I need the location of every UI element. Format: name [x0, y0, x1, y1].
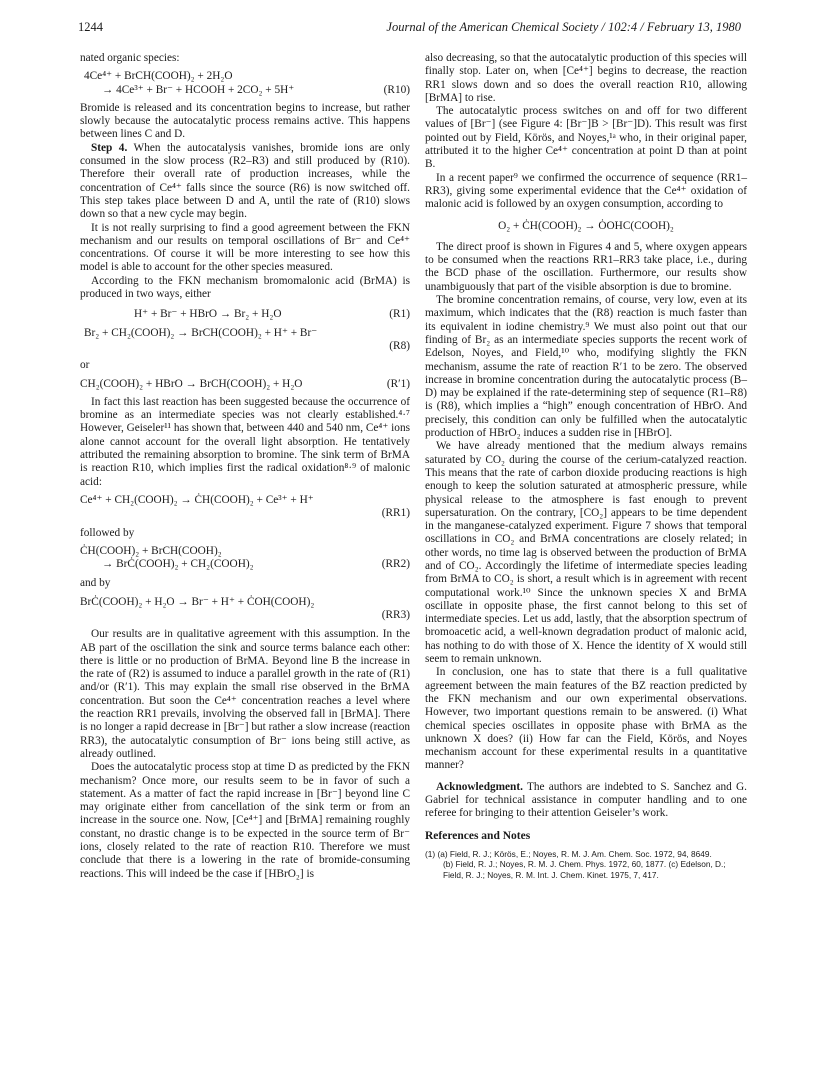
connector-text: and by	[80, 577, 111, 590]
step-heading: Step 4.	[91, 141, 128, 154]
paragraph: In a recent paper⁹ we confirmed the occurrence of sequence (RR1–RR3), giving some experimental evidence that the Ce⁴⁺ oxidation of malonic acid is followed by an oxygen consumption, according to	[425, 171, 747, 211]
equation-line: H⁺ + Br⁻ + HBrO → Br₂ + H₂O	[134, 308, 282, 321]
equation-rr1	[80, 494, 410, 521]
equation-rr3	[80, 596, 410, 623]
equation-label: (RR3)	[381, 608, 410, 621]
paragraph: According to the FKN mechanism bromomalonic acid (BrMA) is produced in two ways, either	[80, 274, 410, 301]
reference-item-continued: (b) Field, R. J.; Noyes, R. M. J. Chem. Phys. 1972, 60, 1877. (c) Edelson, D.; Field, R. J.; Noyes, R. M. Int. J. Chem. Kinet. 1975, 7, 417.	[443, 859, 726, 880]
equation-label: (R8)	[389, 339, 410, 352]
equation-line: → BrĊ(COOH)₂ + CH₂(COOH)₂	[102, 558, 254, 571]
equation-oxygen	[425, 220, 747, 233]
paragraph: In conclusion, one has to state that there is a full qualitative agreement between the main features of the BZ reaction predicted by the FKN mechanism and our own experimental observations. However, two important questions remain to be answered. (i) What chemical species oscillates in opposite phase with BrMA as the unknown X does? (ii) How far can the Field, Körös, and Noyes mechanism account for these experimental results in a quantitative manner?	[425, 666, 747, 772]
equation-line: 4Ce⁴⁺ + BrCH(COOH)₂ + 2H₂O	[84, 70, 233, 83]
paragraph: nated organic species:	[80, 52, 180, 64]
paragraph: Bromide is released and its concentration begins to increase, but rather slowly because the autocatalytic process remains active. This happens between lines C and D.	[80, 101, 410, 141]
paragraph: In fact this last reaction has been suggested because the occurrence of bromine as an intermediate species was not clearly established.⁴·⁷ However, Geiseler¹¹ has shown that, between 440 and 540 nm, Ce⁴⁺ ions alone cannot account for the overall light absorption. He tentatively attributed the remaining absorption to bromine. The sink term of BrMA is reaction R10, which implies first the radical oxidation⁸·⁹ of malonic acid:	[80, 395, 410, 488]
equation-label: (RR2)	[381, 558, 410, 571]
paragraph: It is not really surprising to find a good agreement between the FKN mechanism and our results on temporal oscillations of Br⁻ and Ce⁴⁺ concentrations. Of course it will be more interesting to see how this model is able to account for the other species measured.	[80, 221, 410, 274]
page-header	[78, 20, 741, 38]
equation-rr2	[80, 545, 410, 572]
equation-line: Br₂ + CH₂(COOH)₂ → BrCH(COOH)₂ + H⁺ + Br⁻	[84, 326, 318, 339]
paragraph-text: When the autocatalysis vanishes, bromide ions are only consumed in the slow process (R2–R3) and still produced by (R10). Therefore their overall rate of production increases, while the concentration of Ce⁴⁺ falls since the source (R6) is now switched off. This step takes place between D and A, until the rate of (R10) slows down so that a new cycle may begin.	[80, 141, 410, 221]
left-column	[80, 52, 410, 881]
equation-line: CH₂(COOH)₂ + HBrO → BrCH(COOH)₂ + H₂O	[80, 377, 303, 390]
equation-r1-prime	[80, 378, 410, 391]
equation-label: (R′1)	[386, 377, 410, 390]
paragraph: The bromine concentration remains, of course, very low, even at its maximum, which indicates that the (R8) reaction is much faster than its equivalent in iodine chemistry.⁹ We must also point out that our finding of Br₂ as an intermediate species supports the recent work of Edelson, Noyes, and Field,¹⁰ who, modifying slightly the FKN mechanism, assume the rate of reaction R′1 to be zero. The observed increase in bromine concentration during the autocatalytic process (B–D) may be explained if the rate-determining step of sequence (R1–R8) is (R8), which implies a “high” enough concentration of HBrO. And precisely, this condition can only be fulfilled when the autocatalytic production of HBrO₂ induces a sudden rise in [HBrO].	[425, 294, 747, 440]
reference-item: (1) (a) Field, R. J.; Körös, E.; Noyes, R. M. J. Am. Chem. Soc. 1972, 94, 8649.	[425, 848, 712, 859]
paragraph: Our results are in qualitative agreement with this assumption. In the AB part of the oscillation the sink and source terms balance each other: there is little or no production of BrMA. Beyond line B the increase in the rate of (R2) is assumed to induce a parallel growth in the rate of (R1) and/or (R′1). This may explain the small rise observed in the BrMA concentration. But soon the Ce⁴⁺ concentration reaches a level where the reaction RR1 prevails, involving the observed fall in [BrMA]. There is no longer a rapid decrease in [Br⁻] but rather a slow increase (reaction RR3), the autocatalytic consumption of Br⁻ ions being still active, as already outlined.	[80, 628, 410, 760]
equation-line: ĊH(COOH)₂ + BrCH(COOH)₂	[80, 544, 222, 557]
page-number: 1244	[78, 20, 103, 34]
equation-line: BrĊ(COOH)₂ + H₂O → Br⁻ + H⁺ + ĊOH(COOH)₂	[80, 595, 315, 608]
acknowledgment-heading: Acknowledgment.	[436, 780, 523, 793]
equation-label: (R10)	[383, 83, 410, 96]
equation-label: (R1)	[389, 308, 410, 321]
equation-r8	[80, 327, 410, 354]
acknowledgment	[425, 781, 747, 821]
connector-text: or	[80, 359, 90, 372]
connector-text: followed by	[80, 526, 135, 539]
running-title: Journal of the American Chemical Society / 102:4 / February 13, 1980	[386, 20, 741, 34]
references-list	[425, 849, 747, 881]
paragraph: We have already mentioned that the medium always remains saturated by CO₂ during the course of the cerium-catalyzed reaction. This means that the rate of carbon dioxide producing reactions is high enough to keep the solution saturated at atmospheric pressure, while physical release to the atmosphere is fast enough to prevent supersaturation. On the contrary, [CO₂] appears to be time dependent in the manganese-catalyzed experiment. Figure 7 shows that temporal oscillations in CO₂ and BrMA concentrations are closely related; in other words, no time lag is observed between the production of BrMA and of CO₂. Accordingly the lifetime of intermediate species leading from BrMA to CO₂ is short, a result which is in agreement with recent computational work.¹⁰ Since the unknown species X and BrMA oscillate in opposite phase, the first cannot belong to this set of intermediate species. Let us add, lastly, that the absorption spectrum of bromoacetic acid, a well-known degradation product of malonic acid, has nothing to do with those of X. Hence the identity of X would still seem to remain unknown.	[425, 440, 747, 666]
equation-line: → 4Ce³⁺ + Br⁻ + HCOOH + 2CO₂ + 5H⁺	[102, 83, 295, 96]
equation-r1	[80, 308, 410, 321]
acknowledgment-text: The authors are indebted to S. Sanchez and G. Gabriel for technical assistance in computer handling and to one referee for bringing to their attention Geiseler’s work.	[425, 780, 747, 820]
paragraph: The autocatalytic process switches on and off for two different values of [Br⁻] (see Figure 4: [Br⁻]B > [Br⁻]D). This result was first pointed out by Field, Körös, and Noyes,¹ᵃ who, in their original paper, attributed it to the higher Ce⁴⁺ concentration at point D than at point B.	[425, 105, 747, 171]
equation-r10	[80, 70, 410, 97]
references-heading: References and Notes	[425, 829, 531, 842]
right-column	[425, 52, 747, 880]
equation-label: (RR1)	[381, 507, 410, 520]
equation-line: Ce⁴⁺ + CH₂(COOH)₂ → ĊH(COOH)₂ + Ce³⁺ + H⁺	[80, 493, 314, 506]
equation-line: O₂ + ĊH(COOH)₂ → ȮOHC(COOH)₂	[498, 219, 674, 232]
paragraph-step4	[80, 142, 410, 222]
paragraph: The direct proof is shown in Figures 4 and 5, where oxygen appears to be consumed when the reactions RR1–RR3 take place, i.e., during the BCD phase of the oscillation. Furthermore, our results show unambiguously that part of the visible absorption is due to bromine.	[425, 240, 747, 293]
paragraph: also decreasing, so that the autocatalytic production of this species will finally stop. Later on, when [Ce⁴⁺] begins to decrease, the reaction RR1 slows down and so does the overall reaction R10, allowing [BrMA] to rise.	[425, 52, 747, 104]
paragraph: Does the autocatalytic process stop at time D as predicted by the FKN mechanism? Once more, our results seem to be in favor of such a statement. As a matter of fact the rapid increase in [Br⁻] beyond line C may originate either from cancellation of the sink term or from an increase in the source one. Now, [Ce⁴⁺] and [BrMA] remaining roughly constant, no drastic change is to be expected in the source term of Br⁻ ions, closely related to the rate of reaction R10. Therefore we must conclude that there is a lowering in the rate of bromide-consuming reactions. This will indeed be the case if [HBrO₂] is	[80, 761, 410, 880]
